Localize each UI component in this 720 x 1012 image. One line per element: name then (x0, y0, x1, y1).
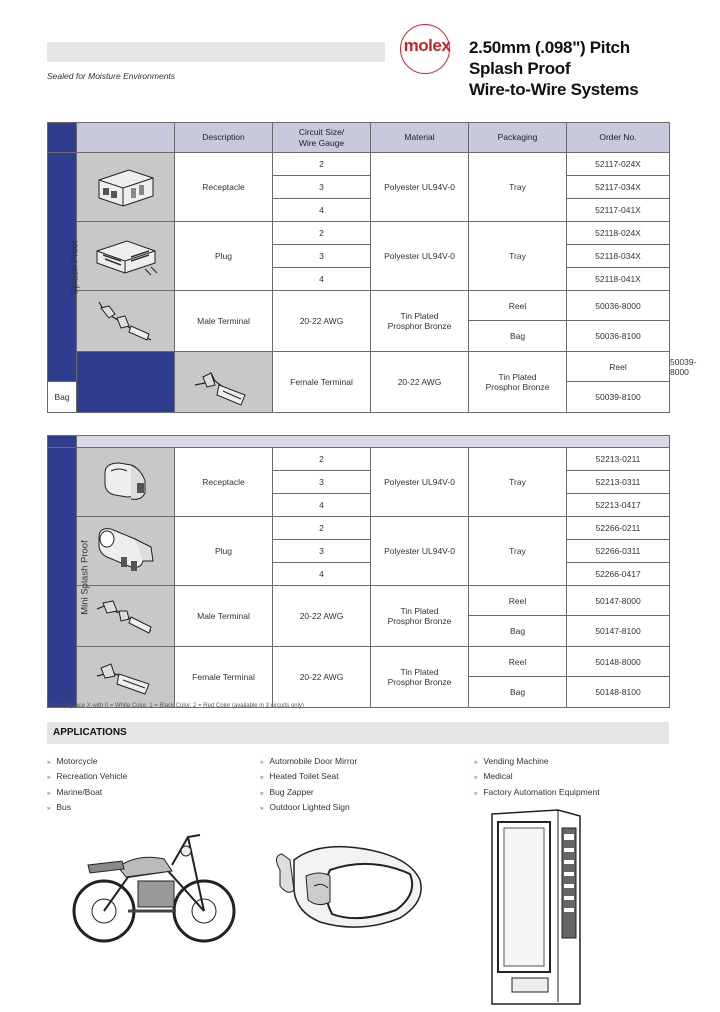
footnote: Note: Replace X with 0 = White Color, 1 = Black Color, 2 = Red Color (available in 3 circuits only) (47, 703, 304, 709)
circuit-cell: 3 (273, 245, 371, 268)
molex-logo (388, 24, 466, 76)
order-no-cell: 50148-8100 (567, 677, 670, 708)
packaging-cell: Reel (469, 586, 567, 616)
list-item (47, 770, 127, 785)
mini-male-terminal-material (371, 586, 469, 647)
mini-female-terminal-gauge: 20-22 AWG (273, 647, 371, 708)
mini-male-terminal-description: Male Terminal (175, 586, 273, 647)
material-line-2: Prosphor Bronze (387, 677, 452, 687)
applications-list-3 (474, 755, 600, 801)
mini-male-terminal-gauge: 20-22 AWG (273, 586, 371, 647)
list-item-label: Vending Machine (483, 756, 549, 766)
circuit-cell: 4 (273, 494, 371, 517)
material-line-2: Prosphor Bronze (485, 382, 550, 392)
circuit-cell: 2 (273, 448, 371, 471)
order-no-cell: 50039-8100 (567, 382, 670, 413)
plug-material: Polyester UL94V-0 (371, 222, 469, 291)
circuit-cell: 2 (273, 153, 371, 176)
bullet-icon: » (474, 775, 478, 782)
material-line-1: Tin Plated (400, 606, 439, 616)
vending-machine-illustration (488, 808, 584, 1008)
order-no-cell: 52118-034X (567, 245, 670, 268)
header-circuit (273, 123, 371, 153)
female-terminal-gauge: 20-22 AWG (371, 352, 469, 413)
packaging-cell: Bag (48, 382, 77, 413)
header-circuit-line2: Wire Gauge (298, 137, 345, 148)
motorcycle-illustration (68, 815, 238, 945)
mini-splash-proof-table (47, 435, 670, 708)
mini-male-terminal-image (77, 586, 175, 647)
packaging-cell: Bag (469, 677, 567, 708)
applications-title: APPLICATIONS (53, 727, 127, 738)
header-description: Description (175, 123, 273, 153)
list-item (47, 755, 127, 770)
plug-drawing (91, 231, 161, 281)
order-no-cell: 50147-8100 (567, 616, 670, 647)
plug-description: Plug (175, 222, 273, 291)
circuit-cell: 2 (273, 222, 371, 245)
female-terminal-image (175, 352, 273, 413)
female-terminal-drawing (189, 355, 259, 409)
male-terminal-gauge: 20-22 AWG (273, 291, 371, 352)
order-no-cell: 52213-0311 (567, 471, 670, 494)
material-line-1: Tin Plated (400, 667, 439, 677)
section-label-splash (48, 153, 81, 382)
order-no-cell: 52118-024X (567, 222, 670, 245)
list-item (474, 786, 600, 801)
bullet-icon: » (47, 790, 51, 797)
male-terminal-material (371, 291, 469, 352)
bullet-icon: » (260, 775, 264, 782)
mini-female-terminal-drawing (91, 650, 161, 704)
header-packaging: Packaging (469, 123, 567, 153)
splash-proof-table: Description Circuit Size/ Wire Gauge Material Packaging Order No. Splash Proof Receptacle 2 Polyester UL94V-0 Tray 52117-024X 3 52117-034X 4 52117-041X Plug 2 Polyester UL94V-0 Tray 52118-024X 3 52118-034X 4 52118-041X Male Terminal 20-22 AWG Tin Plated Prosphor Bronze Reel 50036-8000 Bag 50036-8100 Female Terminal 20-22 AWG Tin Plated Prosphor Bronze Reel 50039-8000 Bag 50039-8100 (47, 122, 670, 413)
bullet-icon: » (260, 806, 264, 813)
material-line-1: Tin Plated (498, 372, 537, 382)
page-title (469, 37, 638, 100)
female-terminal-description: Female Terminal (273, 352, 371, 413)
header-image-col (77, 123, 175, 153)
order-no-cell: 52117-024X (567, 153, 670, 176)
section-label-mini-text: Mini Splash Proof (79, 540, 91, 615)
bullet-icon: » (260, 760, 264, 766)
bullet-icon: » (474, 790, 478, 797)
packaging-cell: Reel (469, 647, 567, 677)
list-item (260, 755, 357, 770)
list-item-label: Medical (483, 771, 513, 782)
bullet-icon: » (47, 806, 51, 813)
order-no-cell: 50036-8100 (567, 321, 670, 352)
male-terminal-image (77, 291, 175, 352)
bullet-icon: » (47, 775, 51, 782)
packaging-cell: Bag (469, 321, 567, 352)
mini-receptacle-image (77, 448, 175, 517)
applications-bar (47, 722, 669, 744)
header-side (48, 123, 77, 153)
title-line-3: Wire-to-Wire Systems (469, 80, 639, 99)
circuit-cell: 3 (273, 540, 371, 563)
bullet-icon: » (474, 760, 478, 766)
list-item-label: Motorcycle (56, 756, 98, 766)
order-no-cell: 52213-0211 (567, 448, 670, 471)
list-item-label: Heated Toilet Seat (269, 771, 339, 782)
packaging-cell: Bag (469, 616, 567, 647)
mini-receptacle-drawing (91, 455, 161, 509)
list-item-label: Bus (56, 802, 71, 813)
mini-receptacle-packaging: Tray (469, 448, 567, 517)
receptacle-packaging: Tray (469, 153, 567, 222)
order-no-cell: 52266-0211 (567, 517, 670, 540)
title-line-2: Splash Proof (469, 59, 571, 78)
circuit-cell: 4 (273, 199, 371, 222)
bullet-icon: » (260, 790, 264, 797)
mini-plug-packaging: Tray (469, 517, 567, 586)
bullet-icon: » (47, 760, 51, 766)
list-item (260, 801, 357, 816)
packaging-cell: Reel (567, 352, 670, 382)
mini-female-terminal-image (77, 647, 175, 708)
mini-plug-description: Plug (175, 517, 273, 586)
mini-receptacle-description: Receptacle (175, 448, 273, 517)
list-item-label: Factory Automation Equipment (483, 786, 600, 797)
order-no-cell: 52266-0311 (567, 540, 670, 563)
material-line-2: Prosphor Bronze (387, 321, 452, 331)
order-no-cell: 50147-8000 (567, 586, 670, 616)
material-line-2: Prosphor Bronze (387, 616, 452, 626)
male-terminal-description: Male Terminal (175, 291, 273, 352)
circuit-cell: 2 (273, 517, 371, 540)
header-bar (47, 42, 385, 62)
male-terminal-drawing (91, 294, 161, 348)
material-line-1: Tin Plated (400, 311, 439, 321)
packaging-cell: Reel (469, 291, 567, 321)
receptacle-drawing (91, 162, 161, 212)
order-no-cell: 50036-8000 (567, 291, 670, 321)
applications-list-1 (47, 755, 127, 817)
mini-plug-material: Polyester UL94V-0 (371, 517, 469, 586)
section-label-mini (48, 448, 91, 708)
order-no-cell: 50148-8000 (567, 647, 670, 677)
circuit-cell: 4 (273, 268, 371, 291)
circuit-cell: 4 (273, 563, 371, 586)
mini-female-terminal-description: Female Terminal (175, 647, 273, 708)
list-item (474, 755, 600, 770)
mini-header-side (48, 436, 77, 448)
header-material: Material (371, 123, 469, 153)
applications-list-2 (260, 755, 357, 817)
mini-male-terminal-drawing (91, 589, 161, 643)
list-item-label: Marine/Boat (56, 786, 103, 797)
order-no-cell: 52213-0417 (567, 494, 670, 517)
logo-text: molex (403, 36, 451, 55)
header-order-no: Order No. (567, 123, 670, 153)
mini-female-terminal-material (371, 647, 469, 708)
list-item (47, 786, 127, 801)
title-line-1: 2.50mm (.098") Pitch (469, 38, 630, 57)
mini-plug-drawing (91, 521, 161, 581)
list-item (260, 770, 357, 785)
female-terminal-material (469, 352, 567, 413)
order-no-cell: 52117-034X (567, 176, 670, 199)
section-label-splash-text: Splash Proof (69, 239, 81, 295)
order-no-cell: 52266-0417 (567, 563, 670, 586)
list-item-label: Bug Zapper (269, 786, 314, 797)
page-subtitle: Sealed for Moisture Environments (47, 71, 176, 81)
list-item (474, 770, 600, 785)
mini-plug-image (77, 517, 175, 586)
mini-header-bar (77, 436, 670, 448)
list-item-label: Automobile Door Mirror (269, 756, 358, 766)
list-item (260, 786, 357, 801)
list-item-label: Outdoor Lighted Sign (269, 802, 350, 813)
order-no-cell: 52118-041X (567, 268, 670, 291)
receptacle-material: Polyester UL94V-0 (371, 153, 469, 222)
plug-packaging: Tray (469, 222, 567, 291)
door-mirror-illustration (270, 830, 430, 940)
side-filler (77, 352, 175, 413)
receptacle-image (77, 153, 175, 222)
circuit-cell: 3 (273, 176, 371, 199)
header-circuit-line1: Circuit Size/ (298, 126, 345, 137)
order-no-cell: 52117-041X (567, 199, 670, 222)
list-item-label: Recreation Vehicle (56, 771, 128, 782)
circuit-cell: 3 (273, 471, 371, 494)
mini-receptacle-material: Polyester UL94V-0 (371, 448, 469, 517)
receptacle-description: Receptacle (175, 153, 273, 222)
plug-image (77, 222, 175, 291)
